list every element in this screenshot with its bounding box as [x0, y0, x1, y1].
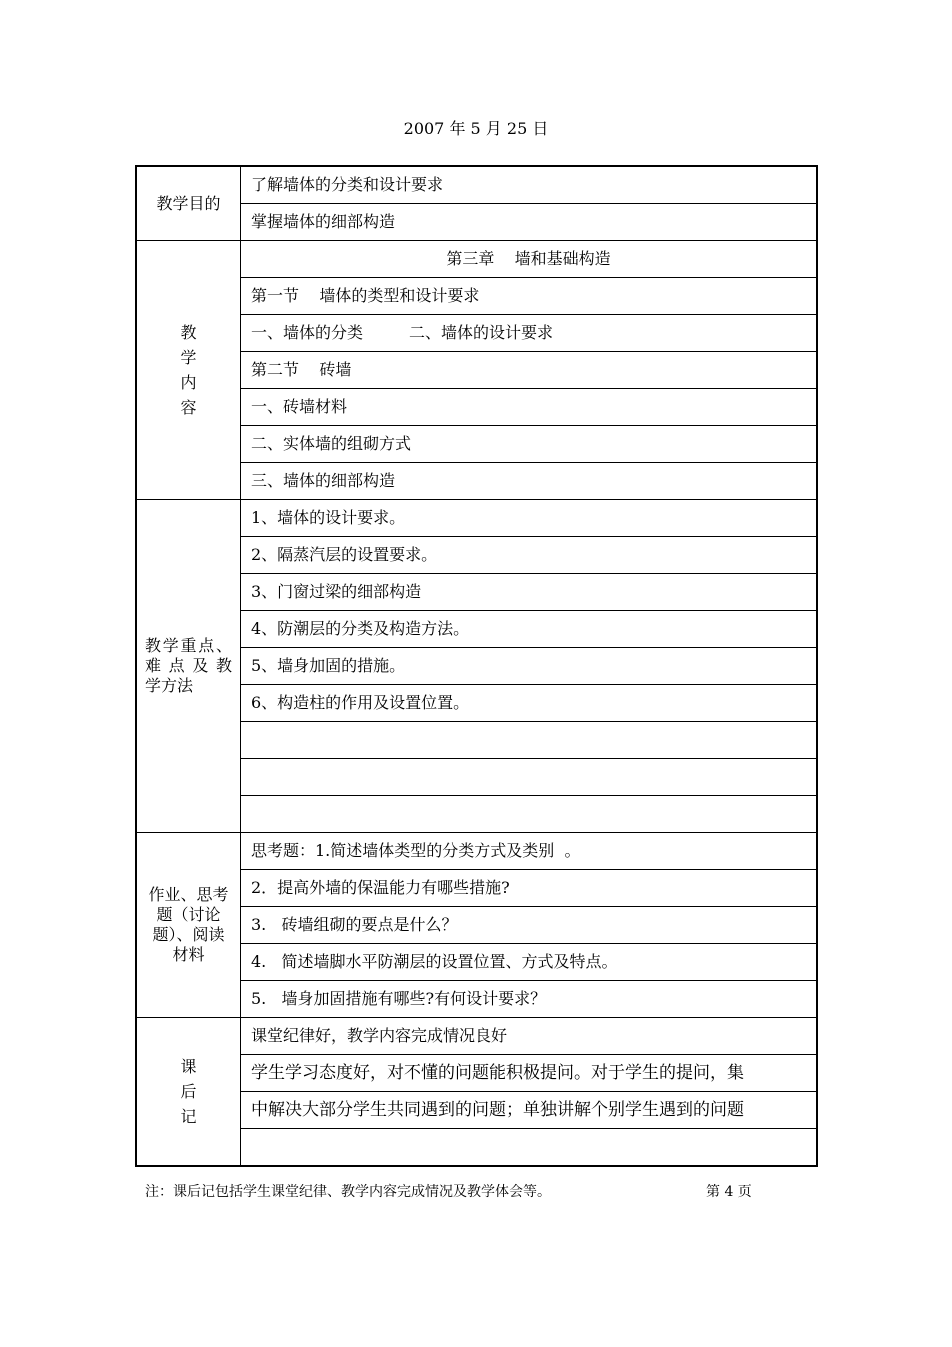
- keypoint-item-empty: [241, 722, 818, 759]
- keypoint-item: 4、防潮层的分类及构造方法。: [241, 611, 818, 648]
- content-label: 教 学 内 容: [136, 241, 241, 500]
- lesson-plan-table: [135, 165, 818, 1167]
- homework-item: 思考题：1.简述墙体类型的分类方式及类别 。: [241, 833, 818, 870]
- keypoint-item: 1、墙体的设计要求。: [241, 500, 818, 537]
- goal-item: 了解墙体的分类和设计要求: [241, 166, 818, 204]
- note-item: 中解决大部分学生共同遇到的问题；单独讲解个别学生遇到的问题: [241, 1092, 818, 1129]
- goal-item: 掌握墙体的细部构造: [241, 204, 818, 241]
- document-date: 2007 年 5 月 25 日: [403, 119, 549, 138]
- homework-label: 作业、思考 题（讨论 题）、阅读 材料: [136, 833, 241, 1018]
- content-item: 三、墙体的细部构造: [241, 463, 818, 500]
- content-item: 一、砖墙材料: [241, 389, 818, 426]
- homework-item: 2．提高外墙的保温能力有哪些措施?: [241, 870, 818, 907]
- subsection-item: 二、墙体的设计要求: [409, 323, 554, 342]
- homework-item: 4. 简述墙脚水平防潮层的设置位置、方式及特点。: [241, 944, 818, 981]
- homework-item: 3. 砖墙组砌的要点是什么？: [241, 907, 818, 944]
- section-title: 第一节 墙体的类型和设计要求: [241, 278, 818, 315]
- keypoints-label: 教学重点、 难 点 及 教 学方法: [136, 500, 241, 833]
- subsection-item: 一、墙体的分类: [251, 323, 364, 342]
- content-item: 二、实体墙的组砌方式: [241, 426, 818, 463]
- page-number: 第 4 页: [706, 1184, 752, 1200]
- homework-item: 5. 墙身加固措施有哪些?有何设计要求？: [241, 981, 818, 1018]
- note-item: 学生学习态度好，对不懂的问题能积极提问。对于学生的提问，集: [241, 1055, 818, 1092]
- section-title: 第二节 砖墙: [241, 352, 818, 389]
- notes-label: 课 后 记: [136, 1018, 241, 1167]
- chapter-title: 第三章 墙和基础构造: [241, 241, 818, 278]
- keypoint-item: 5、墙身加固的措施。: [241, 648, 818, 685]
- note-item: 课堂纪律好，教学内容完成情况良好: [241, 1018, 818, 1055]
- keypoint-item: 2、隔蒸汽层的设置要求。: [241, 537, 818, 574]
- goals-label: 教学目的: [136, 166, 241, 241]
- keypoint-item-empty: [241, 796, 818, 833]
- note-item-empty: [241, 1129, 818, 1167]
- keypoint-item-empty: [241, 759, 818, 796]
- keypoint-item: 6、构造柱的作用及设置位置。: [241, 685, 818, 722]
- subsection-row: [241, 315, 818, 352]
- footer-note: 注：课后记包括学生课堂纪律、教学内容完成情况及教学体会等。: [145, 1184, 551, 1200]
- keypoint-item: 3、门窗过梁的细部构造: [241, 574, 818, 611]
